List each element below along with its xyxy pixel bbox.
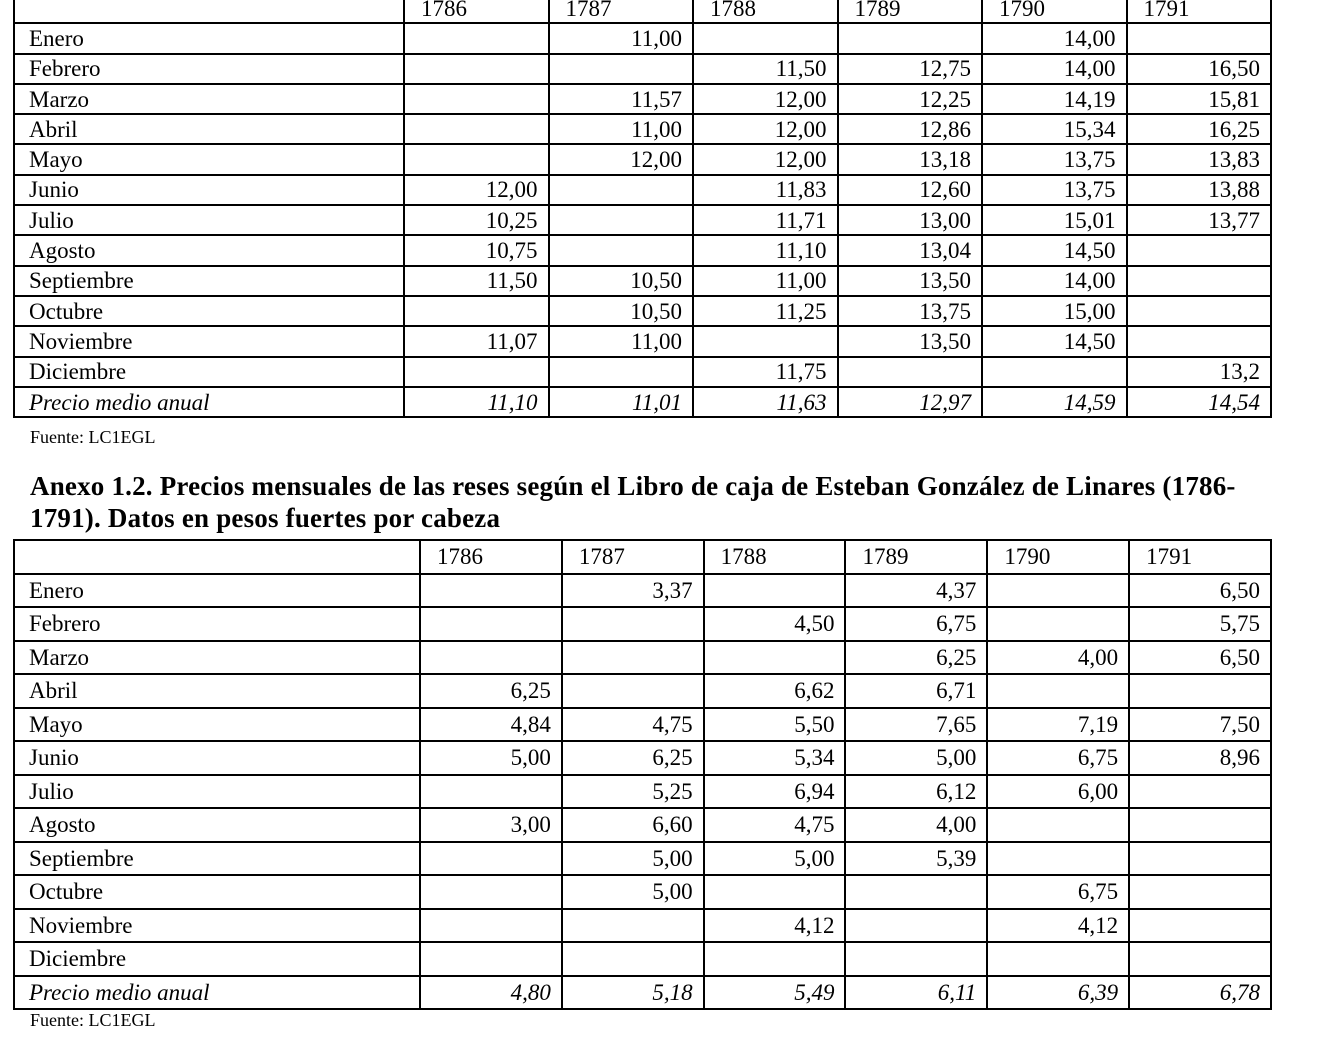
table-row — [14, 808, 1271, 842]
month-label-cell: Septiembre — [14, 266, 404, 296]
price-cell: 11,10 — [693, 235, 838, 265]
price-cell: 13,83 — [1127, 144, 1272, 174]
price-cell: 4,00 — [987, 641, 1129, 675]
price-cell: 11,00 — [693, 266, 838, 296]
average-price-cell: 6,11 — [845, 976, 987, 1010]
price-cell: 5,00 — [420, 741, 562, 775]
price-cell — [1129, 909, 1271, 943]
month-label-cell: Diciembre — [14, 942, 420, 976]
table-row — [14, 909, 1271, 943]
price-cell: 15,34 — [982, 114, 1127, 144]
price-cell: 6,75 — [845, 607, 987, 641]
price-cell: 12,00 — [693, 114, 838, 144]
price-cell: 12,60 — [838, 175, 983, 205]
price-cell — [987, 808, 1129, 842]
year-header-cell: 1791 — [1129, 540, 1271, 574]
month-label-cell: Marzo — [14, 84, 404, 114]
year-header-cell: 1790 — [982, 0, 1127, 23]
price-cell: 5,00 — [845, 741, 987, 775]
price-cell — [404, 357, 549, 387]
price-cell: 6,25 — [562, 741, 704, 775]
price-cell — [562, 641, 704, 675]
price-cell — [404, 114, 549, 144]
source-note-2: Fuente: LC1EGL — [30, 1010, 156, 1030]
price-cell: 7,19 — [987, 708, 1129, 742]
price-cell — [562, 607, 704, 641]
month-label-cell: Abril — [14, 114, 404, 144]
price-cell — [404, 23, 549, 53]
table-row — [14, 54, 1271, 84]
price-cell: 12,86 — [838, 114, 983, 144]
price-cell: 13,18 — [838, 144, 983, 174]
price-cell — [1129, 842, 1271, 876]
month-label-cell: Agosto — [14, 808, 420, 842]
price-cell: 5,39 — [845, 842, 987, 876]
price-cell: 11,07 — [404, 326, 549, 356]
price-cell: 4,75 — [704, 808, 846, 842]
price-cell: 3,37 — [562, 574, 704, 608]
year-header-cell: 1787 — [562, 540, 704, 574]
month-label-cell: Noviembre — [14, 326, 404, 356]
price-cell: 12,00 — [549, 144, 694, 174]
month-label-cell: Enero — [14, 23, 404, 53]
month-label-cell: Diciembre — [14, 357, 404, 387]
price-cell — [1129, 775, 1271, 809]
year-header-cell: 1788 — [693, 0, 838, 23]
table-row — [14, 296, 1271, 326]
price-cell — [1127, 296, 1272, 326]
average-price-cell: 12,97 — [838, 387, 983, 417]
price-cell: 13,04 — [838, 235, 983, 265]
month-label-cell: Febrero — [14, 54, 404, 84]
price-cell: 4,75 — [562, 708, 704, 742]
price-cell — [404, 84, 549, 114]
average-price-cell: 14,59 — [982, 387, 1127, 417]
price-cell — [562, 909, 704, 943]
year-header-cell: 1789 — [838, 0, 983, 23]
average-price-cell: 5,49 — [704, 976, 846, 1010]
prices-table-2-body — [14, 540, 1271, 1009]
price-cell: 14,50 — [982, 235, 1127, 265]
price-cell — [549, 357, 694, 387]
year-header-cell: 1788 — [704, 540, 846, 574]
price-cell: 12,00 — [404, 175, 549, 205]
header-corner-cell — [14, 0, 404, 23]
month-label-cell: Abril — [14, 674, 420, 708]
price-cell: 6,00 — [987, 775, 1129, 809]
table-row — [14, 875, 1271, 909]
price-cell — [420, 574, 562, 608]
average-label-cell: Precio medio anual — [14, 387, 404, 417]
price-cell — [549, 175, 694, 205]
price-cell — [404, 144, 549, 174]
month-label-cell: Enero — [14, 574, 420, 608]
average-price-cell: 11,01 — [549, 387, 694, 417]
month-label-cell: Septiembre — [14, 842, 420, 876]
prices-table-1-body — [14, 0, 1271, 417]
average-price-cell: 14,54 — [1127, 387, 1272, 417]
table-row — [14, 574, 1271, 608]
price-cell — [562, 942, 704, 976]
prices-table-1 — [13, 0, 1272, 418]
price-cell — [1129, 674, 1271, 708]
table-row — [14, 235, 1271, 265]
average-price-cell: 6,78 — [1129, 976, 1271, 1010]
price-cell: 10,50 — [549, 296, 694, 326]
month-label-cell: Noviembre — [14, 909, 420, 943]
month-label-cell: Octubre — [14, 875, 420, 909]
table-row — [14, 674, 1271, 708]
price-cell — [845, 875, 987, 909]
price-cell — [1129, 942, 1271, 976]
table-row — [14, 741, 1271, 775]
price-cell — [1127, 23, 1272, 53]
price-cell — [845, 942, 987, 976]
average-price-cell: 6,39 — [987, 976, 1129, 1010]
table-row — [14, 775, 1271, 809]
month-label-cell: Marzo — [14, 641, 420, 675]
price-cell — [420, 607, 562, 641]
table-row — [14, 641, 1271, 675]
price-cell — [420, 909, 562, 943]
price-cell: 11,83 — [693, 175, 838, 205]
price-cell — [1129, 875, 1271, 909]
price-cell — [404, 54, 549, 84]
price-cell: 10,75 — [404, 235, 549, 265]
price-cell — [987, 607, 1129, 641]
price-cell: 12,00 — [693, 144, 838, 174]
price-cell — [549, 235, 694, 265]
month-label-cell: Agosto — [14, 235, 404, 265]
price-cell — [404, 296, 549, 326]
average-price-cell: 4,80 — [420, 976, 562, 1010]
header-row — [14, 540, 1271, 574]
price-cell — [845, 909, 987, 943]
price-cell: 4,00 — [845, 808, 987, 842]
price-cell: 10,50 — [549, 266, 694, 296]
month-label-cell: Febrero — [14, 607, 420, 641]
price-cell — [982, 357, 1127, 387]
price-cell — [704, 875, 846, 909]
price-cell — [704, 641, 846, 675]
price-cell: 5,00 — [562, 875, 704, 909]
price-cell: 3,00 — [420, 808, 562, 842]
price-cell: 6,71 — [845, 674, 987, 708]
price-cell: 16,50 — [1127, 54, 1272, 84]
price-cell: 12,25 — [838, 84, 983, 114]
price-cell: 13,75 — [838, 296, 983, 326]
year-header-cell: 1787 — [549, 0, 694, 23]
average-label-cell: Precio medio anual — [14, 976, 420, 1010]
price-cell — [987, 942, 1129, 976]
price-cell: 15,81 — [1127, 84, 1272, 114]
price-cell: 4,12 — [704, 909, 846, 943]
average-price-cell: 11,10 — [404, 387, 549, 417]
price-cell: 14,19 — [982, 84, 1127, 114]
price-cell — [1129, 808, 1271, 842]
month-label-cell: Julio — [14, 205, 404, 235]
month-label-cell: Mayo — [14, 708, 420, 742]
month-label-cell: Julio — [14, 775, 420, 809]
price-cell — [549, 54, 694, 84]
table-row — [14, 84, 1271, 114]
price-cell: 5,00 — [562, 842, 704, 876]
price-cell: 11,00 — [549, 114, 694, 144]
price-cell: 6,75 — [987, 875, 1129, 909]
price-cell — [704, 574, 846, 608]
price-cell: 13,88 — [1127, 175, 1272, 205]
table-row — [14, 144, 1271, 174]
price-cell — [420, 875, 562, 909]
year-header-cell: 1789 — [845, 540, 987, 574]
price-cell — [693, 326, 838, 356]
price-cell: 11,50 — [404, 266, 549, 296]
price-cell: 11,25 — [693, 296, 838, 326]
price-cell: 5,00 — [704, 842, 846, 876]
price-cell: 4,50 — [704, 607, 846, 641]
price-cell: 14,00 — [982, 23, 1127, 53]
average-price-cell: 11,63 — [693, 387, 838, 417]
price-cell: 6,50 — [1129, 641, 1271, 675]
price-cell: 15,01 — [982, 205, 1127, 235]
table-row — [14, 708, 1271, 742]
price-cell — [838, 23, 983, 53]
price-cell: 11,50 — [693, 54, 838, 84]
price-cell — [987, 842, 1129, 876]
year-header-cell: 1786 — [420, 540, 562, 574]
price-cell — [838, 357, 983, 387]
year-header-cell: 1790 — [987, 540, 1129, 574]
price-cell: 14,50 — [982, 326, 1127, 356]
average-price-cell: 5,18 — [562, 976, 704, 1010]
table-row — [14, 114, 1271, 144]
price-cell: 11,75 — [693, 357, 838, 387]
table-row — [14, 607, 1271, 641]
price-cell: 8,96 — [1129, 741, 1271, 775]
price-cell: 13,50 — [838, 266, 983, 296]
average-row — [14, 976, 1271, 1010]
price-cell — [704, 942, 846, 976]
price-cell: 14,00 — [982, 54, 1127, 84]
price-cell: 6,60 — [562, 808, 704, 842]
table-row — [14, 357, 1271, 387]
price-cell — [549, 205, 694, 235]
price-cell: 6,12 — [845, 775, 987, 809]
price-cell: 4,84 — [420, 708, 562, 742]
table-row — [14, 205, 1271, 235]
header-corner-cell — [14, 540, 420, 574]
table-row — [14, 842, 1271, 876]
table-row — [14, 23, 1271, 53]
price-cell: 11,00 — [549, 326, 694, 356]
price-cell: 11,71 — [693, 205, 838, 235]
year-header-cell: 1786 — [404, 0, 549, 23]
month-label-cell: Mayo — [14, 144, 404, 174]
price-cell: 5,50 — [704, 708, 846, 742]
price-cell — [420, 641, 562, 675]
price-cell: 13,77 — [1127, 205, 1272, 235]
price-cell: 16,25 — [1127, 114, 1272, 144]
price-cell: 11,00 — [549, 23, 694, 53]
month-label-cell: Octubre — [14, 296, 404, 326]
price-cell: 13,75 — [982, 175, 1127, 205]
price-cell — [1127, 266, 1272, 296]
month-label-cell: Junio — [14, 741, 420, 775]
price-cell: 4,12 — [987, 909, 1129, 943]
average-row — [14, 387, 1271, 417]
table-row — [14, 326, 1271, 356]
price-cell: 6,25 — [845, 641, 987, 675]
price-cell: 10,25 — [404, 205, 549, 235]
price-cell — [1127, 326, 1272, 356]
price-cell: 6,62 — [704, 674, 846, 708]
price-cell: 7,50 — [1129, 708, 1271, 742]
header-row — [14, 0, 1271, 23]
price-cell: 13,00 — [838, 205, 983, 235]
month-label-cell: Junio — [14, 175, 404, 205]
price-cell: 5,25 — [562, 775, 704, 809]
price-cell — [693, 23, 838, 53]
price-cell — [987, 674, 1129, 708]
price-cell: 13,75 — [982, 144, 1127, 174]
price-cell — [562, 674, 704, 708]
year-header-cell: 1791 — [1127, 0, 1272, 23]
price-cell: 13,50 — [838, 326, 983, 356]
price-cell: 12,75 — [838, 54, 983, 84]
prices-table-2 — [13, 539, 1272, 1010]
price-cell — [987, 574, 1129, 608]
price-cell: 6,75 — [987, 741, 1129, 775]
table-row — [14, 175, 1271, 205]
price-cell: 13,2 — [1127, 357, 1272, 387]
price-cell — [1127, 235, 1272, 265]
price-cell — [420, 942, 562, 976]
price-cell: 14,00 — [982, 266, 1127, 296]
price-cell: 4,37 — [845, 574, 987, 608]
annex-1-2-heading: Anexo 1.2. Precios mensuales de las reses según el Libro de caja de Esteban González de Linares (1786-1791). Datos en pesos fuertes por cabeza — [30, 471, 1236, 533]
price-cell: 7,65 — [845, 708, 987, 742]
price-cell — [420, 842, 562, 876]
price-cell: 6,94 — [704, 775, 846, 809]
price-cell: 5,75 — [1129, 607, 1271, 641]
price-cell: 11,57 — [549, 84, 694, 114]
price-cell: 5,34 — [704, 741, 846, 775]
price-cell: 15,00 — [982, 296, 1127, 326]
table-row — [14, 266, 1271, 296]
price-cell — [420, 775, 562, 809]
price-cell: 6,50 — [1129, 574, 1271, 608]
source-note-1: Fuente: LC1EGL — [30, 427, 156, 447]
price-cell: 6,25 — [420, 674, 562, 708]
price-cell: 12,00 — [693, 84, 838, 114]
table-row — [14, 942, 1271, 976]
